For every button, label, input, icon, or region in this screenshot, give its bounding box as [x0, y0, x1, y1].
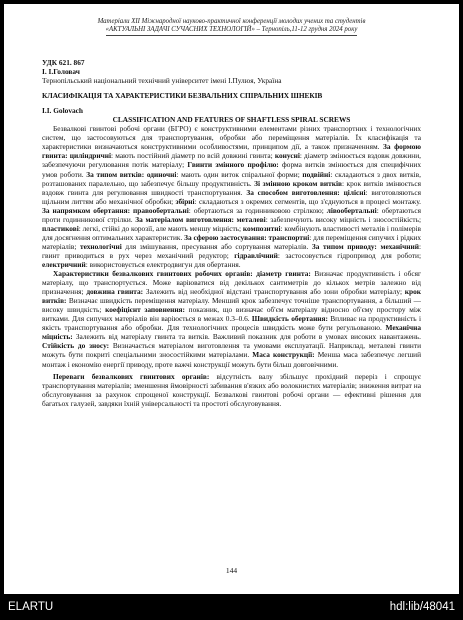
affiliation: Тернопільський національний технічний університет імені І.Пулюя, Україна	[42, 76, 282, 86]
archive-footer	[0, 596, 463, 620]
paragraph-characteristics: Характеристики безвалкових гвинтових робочих органів: діаметр гвинта: Визначає продуктивність і обсяг матеріалу, що транспортується. Може варіюватися від декількох сантиметрів до кількох метрів залежно від призначення; довжина гвинта: Залежить від необхідної відстані транспортування або зони обробки матеріалу; крок витків: Визначає швидкість переміщення матеріалу. Менший крок забезпечує точніше транспортування, а більший — високу швидкість; коефіцієнт заповнення: показник, що визначає об'єм матеріалу відносно об'єму простору між витками. Для сипучих матеріалів він варіюється в межах 0.3–0.6. Швидкість обертання: Впливає на продуктивність і якість транспортування або обробки. Для технологічних процесів швидкість може бути регульованою. Механічна міцність: Залежить від матеріалу гвинта та витків. Важливий показник для роботи в умовах високих навантажень. Стійкість до зносу: Визначається матеріалом виготовлення та умовами експлуатації. Наприклад, металеві гвинти можуть бути покриті спеціальними зносостійкими матеріалами. Маса конструкції: Менша маса забезпечує легший монтаж і економію енергії приводу, проте важчі конструкції можуть бути більш довговічними.	[42, 269, 421, 369]
paragraph-classification: Безвалкові гвинтові робочі органи (БГРО) є конструктивними елементами різних транспортних і технологічних систем, що застосовуються для транспортування, обробки або переміщення матеріалів. Їх класифікація та характеристики визначаються конструктивними особливостями, принципом дії, а також призначенням. За формою гвинта: циліндричні: мають постійний діаметр по всій довжині гвинта; конусні: діаметр змінюється вздовж довжини, забезпечуючи регулювання потік матеріалу; Гвинти змінного профілю: форма витків змінюється для специфічних умов роботи. За типом витків: одиночні: мають один виток спіральної форми; подвійні: складаються з двох витків, розташованих паралельно, що забезпечує більшу продуктивність. Зі змінною кроком витків: крок витків змінюється вздовж гвинта для регулювання швидкості транспортування. За способом виготовлення: цілісні: виготовляються щільним литтям або механічної обробки; збірні: складаються з окремих сегментів, що з'єднуються в процесі монтажу. За напрямком обертання: правообертальні: обертаються за годинниковою стрілкою; лівообертальні: обертаються проти годинникової стрілки. За матеріалом виготовлення: металеві: забезпечують високу міцність і зносостійкість; пластикові: легкі, стійкі до корозії, але мають меншу міцність; композитні: комбінують властивості металів і полімерів для досягнення оптимальних характеристик. За сферою застосування: транспортні: для переміщення сипучих і рідких матеріалів; технологічні для змішування, пресування або сортування матеріалів. За типом приводу: механічний: гвинт приводиться в рух через механічний редуктор; гідравлічний: застосовується гідропривод для роботи; електричний: використовується електродвигун для обертання.	[42, 124, 422, 269]
author-en: I.I. Golovach	[42, 106, 84, 116]
page-number: 144	[225, 566, 238, 575]
header-line-2: «АКТУАЛЬНІ ЗАДАЧІ СУЧАСНИХ ТЕХНОЛОГІЙ» – Тернопіль,11-12 грудня 2024 року	[106, 26, 358, 36]
repository-label: ELARTU	[8, 601, 54, 613]
article-body	[42, 58, 421, 408]
handle-identifier: hdl:lib/48041	[389, 601, 455, 613]
document-page	[4, 4, 459, 594]
paragraph-advantages: Переваги безвалкових гвинтових органів: відсутність валу збільшує прохідний переріз і спрощує транспортування матеріалів; зменшення ймовірності забивання в'язких або волокнистих матеріалів; зниження витрат на обслуговування за рахунок спрощеної конструкції. Безвалкові гвинтові робочі органи — ефективні рішення для багатьох галузей, завдяки їхній універсальності та простоті обслуговування.	[42, 371, 421, 408]
running-header	[19, 18, 444, 36]
udc-code: УДК 621. 867	[42, 58, 85, 67]
author-ua: І. І.Головач	[42, 67, 80, 77]
header-line-1: Матеріали ХІІ Міжнародної науково-практичної конференції молодих учених та студентів	[97, 18, 366, 25]
title-en: CLASSIFICATION AND FEATURES OF SHAFTLESS SPIRAL SCREWS	[112, 115, 351, 125]
title-ua: КЛАСИФІКАЦІЯ ТА ХАРАКТЕРИСТИКИ БЕЗВАЛЬНИХ СПІРАЛЬНИХ ШНЕКІВ	[42, 91, 323, 101]
